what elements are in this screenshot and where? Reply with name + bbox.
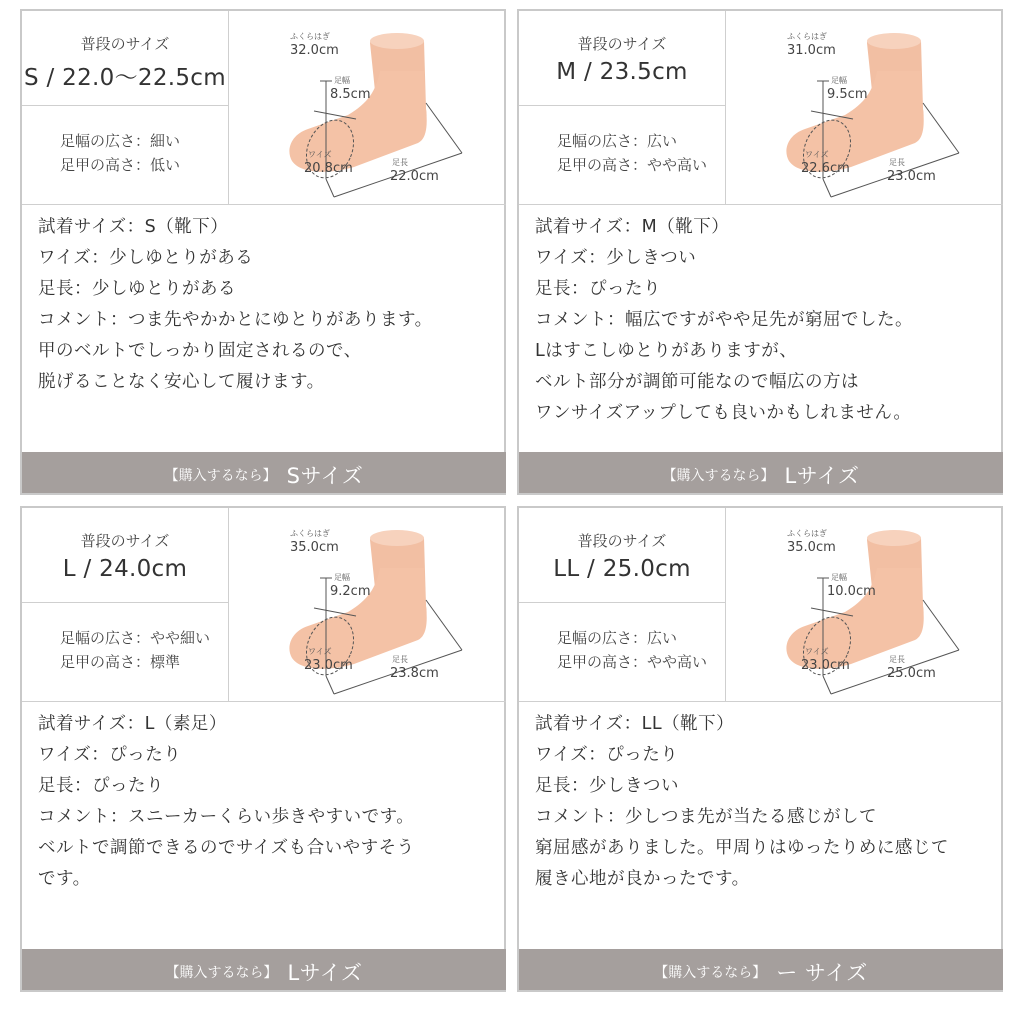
foot-illustration	[727, 508, 1003, 701]
review-line: 履き心地が良かったです。	[535, 869, 750, 889]
recommended-size-bar	[519, 949, 1003, 990]
wise-value: 20.8cm	[304, 161, 353, 176]
recommended-size-label: 【購入するなら】	[654, 965, 767, 981]
wise-label: ワイズ	[308, 647, 332, 656]
review-line: コメント：スニーカーくらい歩きやすいです。	[38, 807, 415, 827]
review-line: Lはすこしゆとりがありますが、	[535, 341, 798, 361]
usual-size-value: S / 22.0〜22.5cm	[24, 65, 226, 91]
recommended-size-value: Sサイズ	[286, 464, 364, 488]
recommended-size-label: 【購入するなら】	[662, 468, 775, 484]
foot-diagram	[727, 11, 1003, 204]
foot-diagram	[727, 508, 1003, 701]
foot-width-text: 足幅の広さ：細い	[60, 132, 181, 150]
usual-size-box	[22, 11, 229, 106]
foot-width-value: 9.2cm	[330, 584, 371, 599]
usual-size-label: 普段のサイズ	[80, 532, 170, 550]
review-line: 試着サイズ：S（靴下）	[38, 217, 229, 237]
calf-label: ふくらはぎ	[787, 32, 827, 41]
foot-width-text: 足幅の広さ：広い	[557, 132, 678, 150]
review-section	[519, 701, 1003, 950]
review-line: 足長：少しゆとりがある	[38, 279, 236, 299]
review-line: ワイズ：少しきつい	[535, 248, 697, 268]
foot-width-label: 足幅	[334, 76, 350, 85]
foot-length-label: 足長	[889, 158, 905, 167]
review-line: ワイズ：ぴったり	[38, 745, 182, 765]
review-line: 足長：ぴったり	[535, 279, 661, 299]
calf-label: ふくらはぎ	[290, 529, 330, 538]
review-line: 足長：ぴったり	[38, 776, 164, 796]
usual-size-value: M / 23.5cm	[556, 59, 688, 85]
review-line: 試着サイズ：LL（靴下）	[535, 714, 735, 734]
wise-value: 23.0cm	[801, 658, 850, 673]
review-line: 足長：少しきつい	[535, 776, 679, 796]
wise-value: 22.6cm	[801, 161, 850, 176]
foot-length-value: 22.0cm	[390, 169, 439, 184]
foot-illustration	[727, 11, 1003, 204]
calf-value: 32.0cm	[290, 43, 339, 58]
recommended-size-value: Lサイズ	[287, 961, 363, 985]
usual-size-value: L / 24.0cm	[62, 556, 188, 582]
foot-shape-box	[22, 603, 229, 701]
foot-length-label: 足長	[889, 655, 905, 664]
calf-value: 35.0cm	[290, 540, 339, 555]
usual-size-value: LL / 25.0cm	[553, 556, 691, 582]
instep-height-text: 足甲の高さ：やや高い	[557, 653, 708, 671]
recommended-size-label: 【購入するなら】	[165, 965, 278, 981]
size-review-card	[20, 9, 506, 495]
recommended-size-bar	[519, 452, 1003, 493]
review-section	[519, 204, 1003, 453]
review-line: ベルトで調節できるのでサイズも合いやすそう	[38, 838, 415, 858]
recommended-size-bar	[22, 452, 506, 493]
size-review-card	[517, 506, 1003, 992]
review-line: ワイズ：少しゆとりがある	[38, 248, 254, 268]
foot-width-value: 9.5cm	[827, 87, 868, 102]
calf-value: 31.0cm	[787, 43, 836, 58]
review-line: 窮屈感がありました。甲周りはゆったりめに感じて	[535, 838, 949, 858]
usual-size-label: 普段のサイズ	[577, 532, 667, 550]
foot-width-value: 10.0cm	[827, 584, 876, 599]
wise-label: ワイズ	[805, 647, 829, 656]
instep-height-text: 足甲の高さ：やや高い	[557, 156, 708, 174]
foot-length-value: 23.8cm	[390, 666, 439, 681]
foot-length-value: 25.0cm	[887, 666, 936, 681]
review-line: 脱げることなく安心して履けます。	[38, 372, 325, 392]
wise-label: ワイズ	[308, 150, 332, 159]
foot-width-text: 足幅の広さ：やや細い	[60, 629, 211, 647]
wise-label: ワイズ	[805, 150, 829, 159]
recommended-size-value: Lサイズ	[784, 464, 860, 488]
instep-height-text: 足甲の高さ：標準	[60, 653, 181, 671]
recommended-size-value: ー サイズ	[776, 961, 868, 985]
foot-width-label: 足幅	[334, 573, 350, 582]
foot-diagram	[230, 11, 506, 204]
review-section	[22, 701, 506, 950]
instep-height-text: 足甲の高さ：低い	[60, 156, 181, 174]
foot-illustration	[230, 508, 506, 701]
review-line: コメント：つま先やかかとにゆとりがあります。	[38, 310, 433, 330]
calf-label: ふくらはぎ	[787, 529, 827, 538]
foot-width-label: 足幅	[831, 76, 847, 85]
foot-illustration	[230, 11, 506, 204]
review-line: コメント：少しつま先が当たる感じがして	[535, 807, 877, 827]
review-line: ワンサイズアップしても良いかもしれません。	[535, 403, 912, 423]
review-line: コメント：幅広ですがやや足先が窮屈でした。	[535, 310, 913, 330]
review-line: です。	[38, 869, 91, 889]
usual-size-box	[519, 508, 726, 603]
recommended-size-label: 【購入するなら】	[164, 468, 277, 484]
review-section	[22, 204, 506, 453]
foot-diagram	[230, 508, 506, 701]
size-review-card	[517, 9, 1003, 495]
usual-size-label: 普段のサイズ	[80, 35, 170, 53]
review-line: 甲のベルトでしっかり固定されるので、	[38, 341, 362, 361]
wise-value: 23.0cm	[304, 658, 353, 673]
review-line: 試着サイズ：M（靴下）	[535, 217, 730, 237]
size-review-card	[20, 506, 506, 992]
usual-size-box	[22, 508, 229, 603]
calf-value: 35.0cm	[787, 540, 836, 555]
foot-length-value: 23.0cm	[887, 169, 936, 184]
foot-width-value: 8.5cm	[330, 87, 371, 102]
foot-width-label: 足幅	[831, 573, 847, 582]
recommended-size-bar	[22, 949, 506, 990]
review-line: 試着サイズ：L（素足）	[38, 714, 227, 734]
review-line: ベルト部分が調節可能なので幅広の方は	[535, 372, 859, 392]
usual-size-label: 普段のサイズ	[577, 35, 667, 53]
usual-size-box	[519, 11, 726, 106]
foot-width-text: 足幅の広さ：広い	[557, 629, 678, 647]
calf-label: ふくらはぎ	[290, 32, 330, 41]
foot-shape-box	[22, 106, 229, 204]
foot-length-label: 足長	[392, 158, 408, 167]
review-line: ワイズ：ぴったり	[535, 745, 679, 765]
foot-shape-box	[519, 603, 726, 701]
foot-shape-box	[519, 106, 726, 204]
foot-length-label: 足長	[392, 655, 408, 664]
